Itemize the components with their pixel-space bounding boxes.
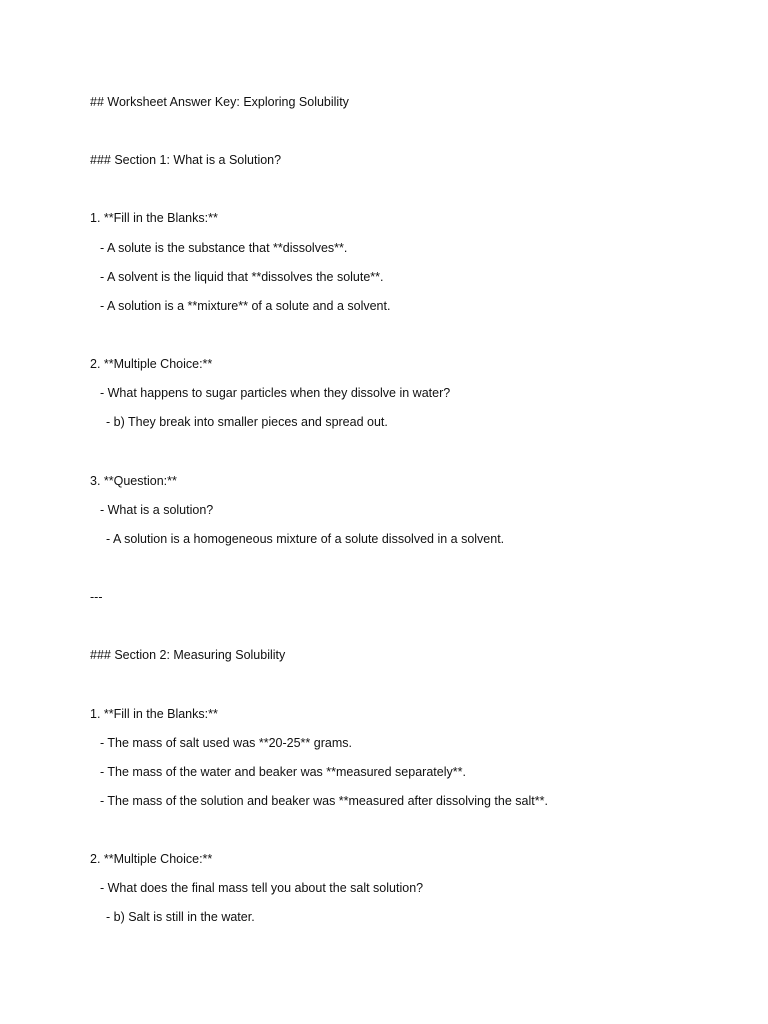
section2-q2-question: - What does the final mass tell you about the salt solution? [100, 881, 424, 895]
section1-q1-label: 1. **Fill in the Blanks:** [90, 211, 218, 225]
section1-q2-question: - What happens to sugar particles when they dissolve in water? [100, 386, 451, 400]
section1-q3-label: 3. **Question:** [90, 474, 177, 488]
section-separator: --- [90, 590, 103, 604]
section1-q3-answer: - A solution is a homogeneous mixture of a solute dissolved in a solvent. [106, 532, 505, 546]
section1-q1-item-1: - A solute is the substance that **dissolves**. [100, 241, 348, 255]
section2-q1-item-1: - The mass of salt used was **20-25** grams. [100, 736, 352, 750]
section2-heading: ### Section 2: Measuring Solubility [90, 648, 286, 662]
section1-q1-item-2: - A solvent is the liquid that **dissolves the solute**. [100, 270, 384, 284]
section2-q2-label: 2. **Multiple Choice:** [90, 852, 213, 866]
section1-q3-question: - What is a solution? [100, 503, 214, 517]
section2-q1-label: 1. **Fill in the Blanks:** [90, 707, 218, 721]
section2-q1-item-2: - The mass of the water and beaker was **measured separately**. [100, 765, 466, 779]
document-title: ## Worksheet Answer Key: Exploring Solubility [90, 95, 349, 109]
section1-q1-item-3: - A solution is a **mixture** of a solute and a solvent. [100, 299, 391, 313]
section2-q2-answer: - b) Salt is still in the water. [106, 910, 255, 924]
section2-q1-item-3: - The mass of the solution and beaker was **measured after dissolving the salt**. [100, 794, 548, 808]
section1-q2-answer: - b) They break into smaller pieces and spread out. [106, 415, 388, 429]
section1-heading: ### Section 1: What is a Solution? [90, 153, 282, 167]
section1-q2-label: 2. **Multiple Choice:** [90, 357, 213, 371]
